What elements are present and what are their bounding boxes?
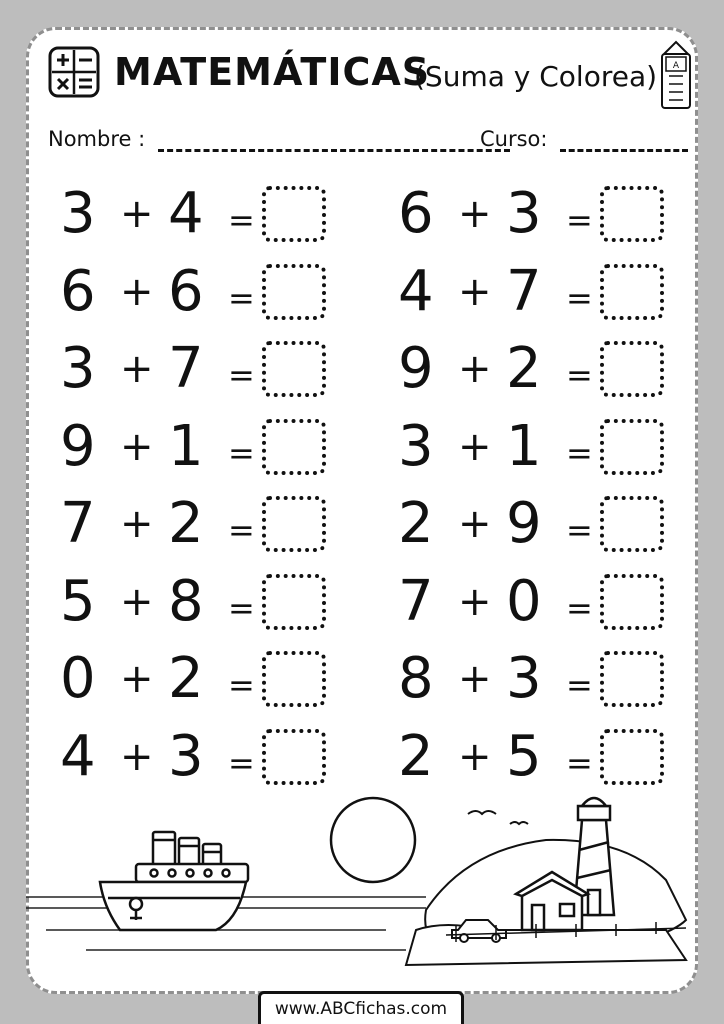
addition-exercise (60, 336, 330, 421)
plus-sign: + (120, 423, 154, 470)
plus-sign: + (120, 268, 154, 315)
second-addend: 3 (168, 723, 204, 789)
ship-icon (100, 832, 248, 930)
addition-exercise (398, 181, 668, 266)
website-footer: www.ABCfichas.com (258, 991, 464, 1024)
equals-sign: = (566, 278, 593, 317)
equals-sign: = (228, 511, 255, 549)
calculator-icon (48, 46, 100, 98)
second-addend: 1 (168, 413, 204, 479)
answer-box[interactable] (262, 186, 326, 242)
first-addend: 3 (398, 413, 434, 479)
answer-box[interactable] (262, 574, 326, 630)
first-addend: 6 (60, 258, 96, 324)
plus-sign: + (458, 501, 492, 547)
equals-sign: = (566, 511, 593, 549)
second-addend: 7 (506, 258, 542, 324)
answer-box[interactable] (600, 264, 664, 320)
plus-sign: + (120, 191, 154, 237)
second-addend: 7 (168, 336, 204, 401)
second-addend: 2 (168, 646, 204, 711)
birds-icon (468, 811, 528, 824)
first-addend: 9 (398, 336, 434, 401)
answer-box[interactable] (262, 341, 326, 397)
addition-exercise (60, 568, 330, 654)
answer-box[interactable] (600, 341, 664, 397)
answer-box[interactable] (600, 419, 664, 475)
equals-sign: = (228, 201, 255, 239)
sun-icon (331, 798, 415, 882)
equals-sign: = (566, 588, 593, 627)
first-addend: 6 (398, 181, 434, 246)
second-addend: 9 (506, 491, 542, 556)
second-addend: 0 (506, 568, 542, 634)
addition-exercise (398, 646, 668, 731)
first-addend: 4 (60, 723, 96, 789)
plus-sign: + (120, 733, 154, 780)
coastal-scene (26, 780, 698, 980)
second-addend: 2 (168, 491, 204, 556)
first-addend: 2 (398, 723, 434, 789)
addition-exercise (60, 413, 330, 499)
student-fields (48, 127, 688, 157)
answer-box[interactable] (262, 419, 326, 475)
answer-box[interactable] (262, 264, 326, 320)
equals-sign: = (566, 433, 593, 472)
addition-exercise (60, 491, 330, 576)
second-addend: 2 (506, 336, 542, 401)
addition-exercise (398, 568, 668, 654)
addition-exercise (398, 258, 668, 344)
plus-sign: + (120, 346, 154, 392)
plus-sign: + (120, 501, 154, 547)
first-addend: 4 (398, 258, 434, 324)
first-addend: 2 (398, 491, 434, 556)
plus-sign: + (458, 191, 492, 237)
plus-sign: + (120, 656, 154, 702)
answer-box[interactable] (600, 496, 664, 552)
answer-box[interactable] (600, 574, 664, 630)
plus-sign: + (458, 578, 492, 625)
answer-box[interactable] (600, 729, 664, 785)
course-field[interactable] (560, 149, 688, 152)
first-addend: 9 (60, 413, 96, 479)
second-addend: 3 (506, 181, 542, 246)
first-addend: 8 (398, 646, 434, 711)
second-addend: 6 (168, 258, 204, 324)
course-label: Curso: (480, 127, 548, 151)
second-addend: 1 (506, 413, 542, 479)
equals-sign: = (228, 666, 255, 704)
worksheet-header (48, 40, 688, 100)
equals-sign: = (228, 356, 255, 394)
equals-sign: = (228, 433, 255, 472)
second-addend: 8 (168, 568, 204, 634)
name-label: Nombre : (48, 127, 146, 151)
equals-sign: = (566, 356, 593, 394)
equals-sign: = (228, 278, 255, 317)
first-addend: 5 (60, 568, 96, 634)
first-addend: 3 (60, 336, 96, 401)
plus-sign: + (458, 346, 492, 392)
addition-exercise (60, 258, 330, 344)
svg-text:A: A (672, 61, 680, 71)
answer-box[interactable] (262, 496, 326, 552)
answer-box[interactable] (600, 651, 664, 707)
addition-exercise (398, 491, 668, 576)
second-addend: 5 (506, 723, 542, 789)
addition-exercise (60, 181, 330, 266)
equals-sign: = (228, 743, 255, 782)
addition-exercise (398, 336, 668, 421)
addition-exercise (60, 646, 330, 731)
answer-box[interactable] (262, 651, 326, 707)
name-field[interactable] (158, 149, 510, 152)
addition-exercise (398, 413, 668, 499)
equals-sign: = (566, 201, 593, 239)
first-addend: 7 (60, 491, 96, 556)
first-addend: 0 (60, 646, 96, 711)
abc-fichas-badge-icon (660, 40, 692, 110)
first-addend: 3 (60, 181, 96, 246)
equals-sign: = (566, 743, 593, 782)
page-subtitle: (Suma y Colorea) (414, 60, 658, 93)
second-addend: 3 (506, 646, 542, 711)
first-addend: 7 (398, 568, 434, 634)
plus-sign: + (458, 423, 492, 470)
answer-box[interactable] (600, 186, 664, 242)
second-addend: 4 (168, 181, 204, 246)
plus-sign: + (120, 578, 154, 625)
plus-sign: + (458, 733, 492, 780)
page-title: MATEMÁTICAS (114, 50, 431, 94)
answer-box[interactable] (262, 729, 326, 785)
equals-sign: = (228, 588, 255, 627)
plus-sign: + (458, 656, 492, 702)
equals-sign: = (566, 666, 593, 704)
plus-sign: + (458, 268, 492, 315)
